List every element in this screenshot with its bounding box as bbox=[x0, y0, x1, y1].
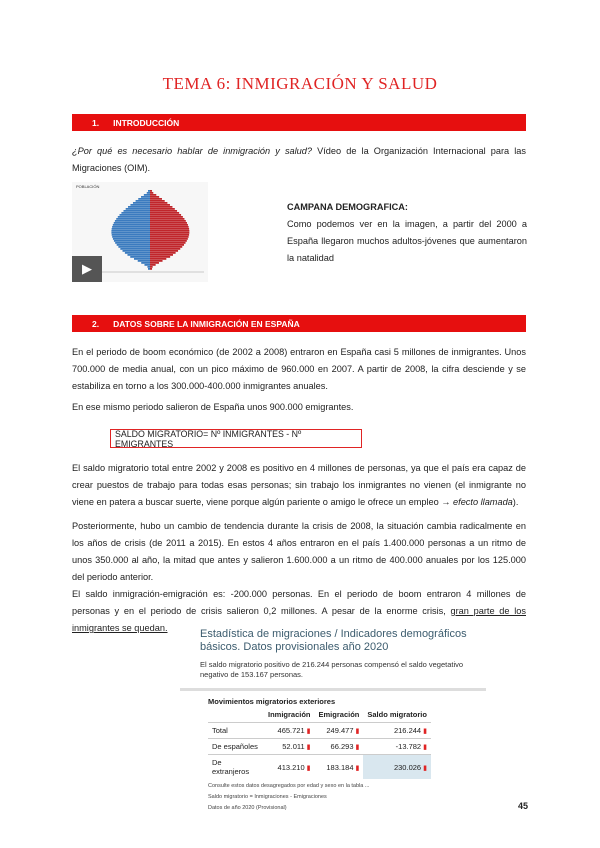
paragraph-emigrants: En ese mismo periodo salieron de España unos 900.000 emigrantes. bbox=[72, 402, 354, 412]
p5-text: El saldo inmigración-emigración es: -200.000 personas. En el periodo de boom entraron 4 millones de personas y en el periodo de crisis salieron 0,2 millones. A pesar de la enorme crisis, bbox=[72, 589, 526, 616]
pyramid-female-bar bbox=[150, 248, 180, 250]
paragraph-saldo-total bbox=[72, 460, 526, 511]
pyramid-male-bar bbox=[112, 228, 150, 230]
pyramid-female-bar bbox=[150, 246, 182, 248]
stats-note-1: Consulte estos datos desagregados por edad y sexo en la tabla ... bbox=[208, 783, 370, 789]
stats-title: Estadística de migraciones / Indicadores demográficos básicos. Datos provisionales año 2020 bbox=[200, 628, 467, 653]
pyramid-female-bar bbox=[150, 218, 184, 220]
pyramid-male-bar bbox=[120, 248, 150, 250]
pyramid-male-bar bbox=[138, 260, 150, 262]
bar-chart-icon: ▮ bbox=[355, 744, 360, 751]
pyramid-male-bar bbox=[113, 224, 150, 226]
stats-description: El saldo migratorio positivo de 216.244 personas compensó el saldo vegetativo negativo de 153.167 personas. bbox=[200, 660, 464, 679]
pyramid-male-bar bbox=[112, 226, 150, 228]
pyramid-male-bar bbox=[128, 206, 150, 208]
pyramid-male-bar bbox=[136, 200, 150, 202]
pyramid-male-bar bbox=[111, 230, 150, 232]
section-label: INTRODUCCIÓN bbox=[113, 117, 180, 128]
stats-note-2: Saldo migratorio = Inmigraciones - Emigraciones bbox=[208, 794, 327, 800]
pyramid-male-bar bbox=[141, 262, 150, 264]
row-label: De españoles bbox=[208, 739, 264, 755]
bar-chart-icon: ▮ bbox=[423, 728, 427, 735]
play-icon[interactable]: ▶ bbox=[72, 256, 102, 282]
section-heading-datos bbox=[72, 315, 526, 332]
bar-chart-icon: ▮ bbox=[423, 744, 427, 751]
pyramid-male-bar bbox=[118, 216, 150, 218]
pyramid-female-bar bbox=[150, 216, 183, 218]
bar-chart-icon: ▮ bbox=[355, 764, 360, 772]
pyramid-male-bar bbox=[138, 198, 150, 200]
formula-box: SALDO MIGRATORIO= Nº INMIGRANTES - Nº EMIGRANTES bbox=[110, 429, 362, 448]
pyramid-female-bar bbox=[150, 234, 189, 236]
table-row bbox=[208, 755, 431, 780]
pyramid-male-bar bbox=[130, 256, 150, 258]
stats-card bbox=[180, 688, 486, 812]
table-cell: 465.721 ▮ bbox=[264, 723, 315, 739]
pyramid-male-bar bbox=[112, 236, 150, 238]
pyramid-male-bar bbox=[134, 258, 150, 260]
pyramid-male-bar bbox=[141, 196, 150, 198]
bar-chart-icon: ▮ bbox=[423, 764, 427, 772]
pyramid-female-bar bbox=[150, 238, 188, 240]
pyramid-male-bar bbox=[117, 244, 150, 246]
pyramid-male-bar bbox=[123, 210, 150, 212]
pyramid-male-bar bbox=[114, 240, 150, 242]
p3-after: ). bbox=[512, 497, 519, 507]
pyramid-female-bar bbox=[150, 254, 173, 256]
pyramid-male-bar bbox=[118, 246, 150, 248]
pyramid-female-bar bbox=[150, 240, 187, 242]
paragraph-boom: En el periodo de boom económico (de 2002 a 2008) entraron en España casi 5 millones de inmigrantes. Unos 700.000 de media anual, con un pico máximo de 960.000 en 2007. A partir de 2008, la cifra desciende y se estabiliza en torno a los 300.000-400.000 inmigrantes anuales. bbox=[72, 347, 526, 391]
p3-italic: efecto llamada bbox=[453, 497, 513, 507]
p3-before: El saldo migratorio total entre 2002 y 2008 es positivo en 4 millones de personas, ya que el país era capaz de crear puestos de trabajo para todas esas personas; sin trabajo los inmigrantes no vienen (el inmigrante no viene en patera a buscar suerte, viene porque algún pariente o amigo le ofrece un empleo → bbox=[72, 463, 526, 507]
pyramid-female-bar bbox=[150, 192, 153, 194]
pyramid-female-bar bbox=[150, 210, 177, 212]
pyramid-female-bar bbox=[150, 258, 166, 260]
table-cell: 249.477 ▮ bbox=[315, 723, 364, 739]
pyramid-male-bar bbox=[115, 242, 150, 244]
pyramid-female-bar bbox=[150, 236, 189, 238]
pyramid-female-bar bbox=[150, 260, 163, 262]
row-label: Total bbox=[208, 723, 264, 739]
pyramid-female-bar bbox=[150, 250, 178, 252]
table-row bbox=[208, 723, 431, 739]
pyramid-female-bar bbox=[150, 226, 189, 228]
pyramid-male-bar bbox=[114, 222, 150, 224]
intro-question: ¿Por qué es necesario hablar de inmigración y salud? bbox=[72, 146, 313, 156]
pyramid-male-bar bbox=[127, 254, 150, 256]
migration-statistics-image bbox=[180, 628, 486, 811]
table-cell-highlight: 230.026 ▮ bbox=[363, 755, 431, 780]
pyramid-female-bar bbox=[150, 196, 159, 198]
bar-chart-icon: ▮ bbox=[306, 728, 311, 735]
pyramid-male-bar bbox=[115, 220, 150, 222]
pyramid-female-bar bbox=[150, 208, 175, 210]
table-row bbox=[208, 739, 431, 755]
table-header: Saldo migratorio bbox=[367, 710, 427, 719]
pyramid-caption: POBLACIÓN bbox=[76, 184, 100, 189]
paragraph-crisis: Posteriormente, hubo un cambio de tendencia durante la crisis de 2008, la situación cambia radicalmente en los años de crisis (de 2011 a 2015). En estos 4 años entraron en el país 1.400.000 personas a un ritmo de unos 350.000 al año, la mitad que antes y salieron 1.600.000 a un ritmo de 400.000 anuales por los 125.000 del periodo anterior. bbox=[72, 521, 526, 582]
pyramid-male-bar bbox=[144, 194, 150, 196]
stats-card-title: Movimientos migratorios exteriores bbox=[208, 697, 336, 706]
population-pyramid-video-thumbnail[interactable] bbox=[72, 182, 208, 282]
table-cell: 216.244 ▮ bbox=[363, 723, 431, 739]
pyramid-female-bar bbox=[150, 256, 170, 258]
document-title: TEMA 6: INMIGRACIÓN Y SALUD bbox=[162, 74, 438, 93]
pyramid-female-bar bbox=[150, 222, 187, 224]
section-number: 1. bbox=[92, 117, 100, 128]
p5-underlined: gran parte de los inmigrantes se quedan. bbox=[72, 606, 526, 633]
table-header: Emigración bbox=[318, 710, 360, 719]
table-cell: 66.293 ▮ bbox=[315, 739, 364, 755]
pyramid-male-bar bbox=[112, 234, 150, 236]
stats-note-3: Datos de año 2020 (Provisional) bbox=[208, 805, 287, 811]
pyramid-female-bar bbox=[150, 232, 189, 234]
pyramid-female-bar bbox=[150, 228, 189, 230]
section-heading-introduccion bbox=[72, 114, 526, 131]
bar-chart-icon: ▮ bbox=[306, 764, 311, 772]
table-cell: 183.184 ▮ bbox=[315, 755, 364, 780]
pyramid-female-bar bbox=[150, 242, 186, 244]
pyramid-female-bar bbox=[150, 268, 152, 270]
pyramid-female-bar bbox=[150, 252, 176, 254]
row-label: De extranjeros bbox=[208, 755, 264, 780]
table-cell: 52.011 ▮ bbox=[264, 739, 315, 755]
pyramid-male-bar bbox=[120, 214, 150, 216]
pyramid-male-bar bbox=[116, 218, 150, 220]
section-label: DATOS SOBRE LA INMIGRACIÓN EN ESPAÑA bbox=[113, 318, 300, 329]
pyramid-male-bar bbox=[148, 268, 150, 270]
pyramid-female-bar bbox=[150, 266, 153, 268]
table-header: Inmigración bbox=[268, 710, 311, 719]
pyramid-female-bar bbox=[150, 214, 181, 216]
table-cell: -13.782 ▮ bbox=[363, 739, 431, 755]
intro-paragraph bbox=[72, 143, 526, 177]
pyramid-female-bar bbox=[150, 202, 167, 204]
campaign-note bbox=[287, 199, 527, 267]
pyramid-female-bar bbox=[150, 224, 188, 226]
pyramid-male-bar bbox=[133, 202, 150, 204]
pyramid-female-bar bbox=[150, 220, 186, 222]
pyramid-male-bar bbox=[148, 190, 150, 192]
pyramid-female-bar bbox=[150, 262, 159, 264]
pyramid-female-bar bbox=[150, 198, 162, 200]
table-header-corner bbox=[208, 710, 264, 723]
pyramid-male-bar bbox=[113, 238, 150, 240]
pyramid-female-bar bbox=[150, 264, 156, 266]
pyramid-male-bar bbox=[130, 204, 150, 206]
table-cell: 413.210 ▮ bbox=[264, 755, 315, 780]
pyramid-female-bar bbox=[150, 230, 189, 232]
pyramid-male-bar bbox=[111, 232, 150, 234]
pyramid-male-bar bbox=[144, 264, 150, 266]
pyramid-female-bar bbox=[150, 204, 170, 206]
pyramid-female-bar bbox=[150, 212, 179, 214]
section-number: 2. bbox=[92, 318, 100, 329]
pyramid-male-bar bbox=[125, 252, 150, 254]
pyramid-male-bar bbox=[123, 250, 150, 252]
pyramid-male-bar bbox=[126, 208, 150, 210]
bar-chart-icon: ▮ bbox=[306, 744, 311, 751]
pyramid-female-bar bbox=[150, 194, 156, 196]
pyramid-male-bar bbox=[147, 266, 150, 268]
pyramid-female-bar bbox=[150, 206, 172, 208]
page-number: 45 bbox=[517, 801, 528, 811]
campaign-heading: CAMPANA DEMOGRAFICA: bbox=[287, 202, 408, 212]
campaign-text: Como podemos ver en la imagen, a partir del 2000 a España llegaron muchos adultos-jóvenes que aumentaron la natalidad bbox=[287, 219, 527, 263]
migration-table bbox=[208, 710, 431, 779]
pyramid-female-bar bbox=[150, 244, 184, 246]
bar-chart-icon: ▮ bbox=[355, 728, 360, 735]
pyramid-female-bar bbox=[150, 200, 165, 202]
pyramid-male-bar bbox=[121, 212, 150, 214]
pyramid-female-bar bbox=[150, 190, 152, 192]
pyramid-male-bar bbox=[147, 192, 150, 194]
intro-rest: Vídeo de la Organización Internacional para las Migraciones (OIM). bbox=[72, 146, 526, 173]
